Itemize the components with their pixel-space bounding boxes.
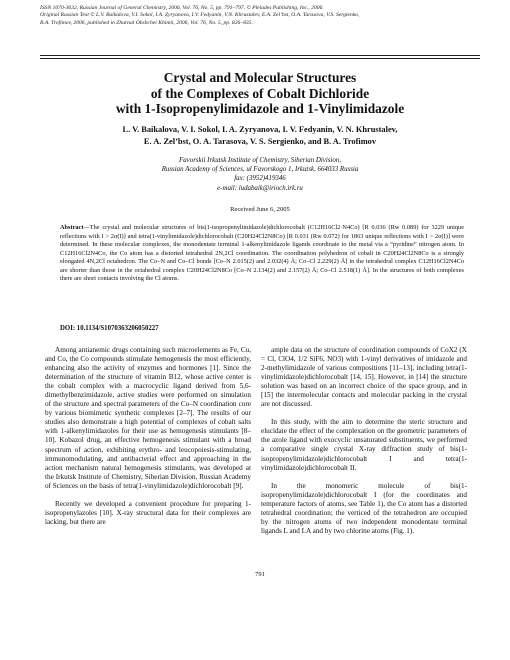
title-line-3: with 1-Isopropenylimidazole and 1-Vinylimidazole (115, 101, 405, 116)
abstract-text-7: [Co–N 2.134(2) and 2.157(2) Å; Co–Cl 2.518(1) Å]. In the structures of both complexes there are short contacts involving the Cl atoms. (60, 266, 464, 282)
body-column-right (261, 346, 467, 545)
abstract-text-3: ) [R 0.031 (Rw 0.072) for 1863 unique reflections with I > 2σ(I)] were determined. In these molecular complexes, the monodentate terminal 1-alkenylimidazole ligands coordinate to the metal via a “pyridine” nitrogen atom. In (60, 232, 464, 248)
abstract (60, 224, 464, 284)
affiliation (40, 156, 480, 193)
abstract-formula-5: C12H16Cl2N4Co (418, 258, 464, 265)
header-rule-top (40, 55, 480, 56)
body-paragraph: In the monomeric molecule of bis(1-isopropenylimidazole)dichlorocobalt I (for the coordinates and temperature factors of atoms, see Table 1), the Co atom has a distorted tetrahedral coordination; the verticed of the tetrahedron are occupied by the nitrogen atoms of two independent monodentate terminal ligands L and LA and by two chlorine atoms (Fig. 1). (261, 481, 467, 535)
abstract-formula-4: C20H24Cl2N8Co (383, 249, 429, 257)
title-line-2: of the Complexes of Cobalt Dichloride (150, 85, 370, 101)
article-title (40, 70, 480, 117)
abstract-text-2: ) [R 0.036 (Rw 0.089) for 3229 unique reflections with I > 2σ(I)] and tetra(1-vinylimidazole)dichlorocobalt ( (60, 224, 464, 240)
received-date: Received June 6, 2005 (230, 206, 290, 213)
abstract-text-5: is a strongly elongated 4N,2Cl octahedron. The Co–N and Co–Cl bonds [Co–N 2.015(2) and 2.032(4) Å; Co–Cl 2.229(2) Å] in the tetrahedral complex (60, 249, 465, 265)
abstract-text-1: —The crystal and molecular structures of bis(1-isopropenylimidazole)dichlorocobalt ( (83, 224, 310, 231)
affiliation-email: e-mail: ludabaik@irioch.irk.ru (217, 184, 303, 192)
affiliation-line-1: Favorskii Irkutsk Institute of Chemistry, Siberian Division, (179, 157, 341, 164)
doi: DOI: 10.1134/S1070363206050227 (60, 325, 159, 332)
affiliation-line-2: Russian Academy of Sciences, ul Favorskogo 1, Irkutsk, 664033 Russia (161, 166, 359, 174)
abstract-text-6: are shorter than those in the octahedral complex (60, 266, 187, 274)
body-paragraph: Among antianemic drugs containing such microelements as Fe, Cu, and Co, the Co compounds stimulate hemogenesis the most efficiently, enhancing also the activity of enzymes and hormones [1]. Since the determination of the structure of vitamin B12, whose active center is the cobalt complex with a macrocyclic ligand derived from 5,6-dimethylbenzimidazole, active studies were performed on simulation of the structure and spectral parameters of the Co–N coordination core by various biomimetic synthetic complexes [2–7]. The results of our studies also demonstrate a high potential of complexes of cobalt salts with 1-alkenylimidazoles for their use as hemogenesis stimulants [8–10]. Kobazol drug, an effective hemogenesis stimulant with a broad spectrum of action, exhibiting erythro- and leucopoiesis-stimulating, immunomodulating, and antibacterial effect and approaching in the action mechanism natural hemogenesis stimulants, was developed at the Irkutsk Institute of Chemistry, Siberian Division, Russian Academy of Sciences on the basis of tetra(1-vinylimidazole)dichlorocobalt [9]. (45, 346, 251, 490)
journal-header (40, 5, 480, 27)
header-rule-bottom (40, 58, 480, 59)
abstract-text-4: , the Co atom has a distorted tetrahedral 2N,2Cl coordination. The coordination polyhedron of cobalt in (105, 249, 384, 257)
abstract-label: Abstract (60, 224, 84, 231)
author-list (40, 124, 480, 148)
body-paragraph: Recently we developed a convenient procedure for preparing 1-isopropenylazoles [10]. X-ray structural data for their complexes are lacking, but there are (45, 499, 251, 526)
body-paragraph: In this study, with the aim to determine the steric structure and elucidate the effect of the complexation on the geometric parameters of the azole ligand with exocyclic unsaturated substituents, we performed a comparative single crystal X-ray diffraction study of bis(1-isopropenylimidazole)dichlorocobalt I and tetra(1-vinylimidazole)dichlorocobalt II. (261, 418, 467, 472)
abstract-formula-6: C20H24Cl2N8Co (186, 266, 233, 274)
authors-line-1: L. V. Baikalova, V. I. Sokol, I. A. Zyryanova, I. V. Fedyanin, V. N. Khrustalev, (122, 125, 398, 134)
abstract-formula-2: C20H24Cl2N8Co (237, 232, 283, 240)
affiliation-fax: fax: (3952)419346 (234, 175, 286, 183)
body-paragraph: ample data on the structure of coordination compounds of CoX2 (X = Cl, ClO4, 1/2 SiF6, NO3) with 1-vinyl derivatives of imidazole and 2-methylimidazole of various compositions [11–13], including tetra(1-vinylimidazole)dichlorocobalt [14, 15]. However, in [14] the structure solution was based on an incorrect choice of the space group, and in [15] the intermolecular contacts and molecular packing in the crystal are not discussed. (261, 346, 467, 409)
header-line-2: Original Russian Text © L.V. Baikalova, V.I. Sokol, I.A. Zyryanova, I.V. Fedyanin, V.N. Khrustalev, E.A. Zel’bst, O.A. Tarasova, V.S. Sergienko, (40, 12, 360, 19)
header-line-1: ISSN 1070-3632, Russian Journal of General Chemistry, 2006, Vol. 76, No. 5, pp. 791–797. © Pleiades Publishing, Inc., 2006. (40, 5, 324, 11)
title-line-1: Crystal and Molecular Structures (163, 70, 357, 85)
header-line-3: B.A. Trofimov, 2006, published in Zhurnal Obshchei Khimii, 2006, Vol. 76, No. 5, pp. 826–835. (40, 19, 253, 26)
abstract-formula-1: C12H16Cl2·N4Co (309, 224, 358, 231)
page-number: 791 (255, 571, 265, 578)
authors-line-2: E. A. Zel’bst, O. A. Tarasova, V. S. Sergienko, and B. A. Trofimov (143, 137, 377, 146)
body-column-left (45, 346, 251, 536)
abstract-formula-3: C12H16Cl2N4Co (60, 249, 106, 257)
